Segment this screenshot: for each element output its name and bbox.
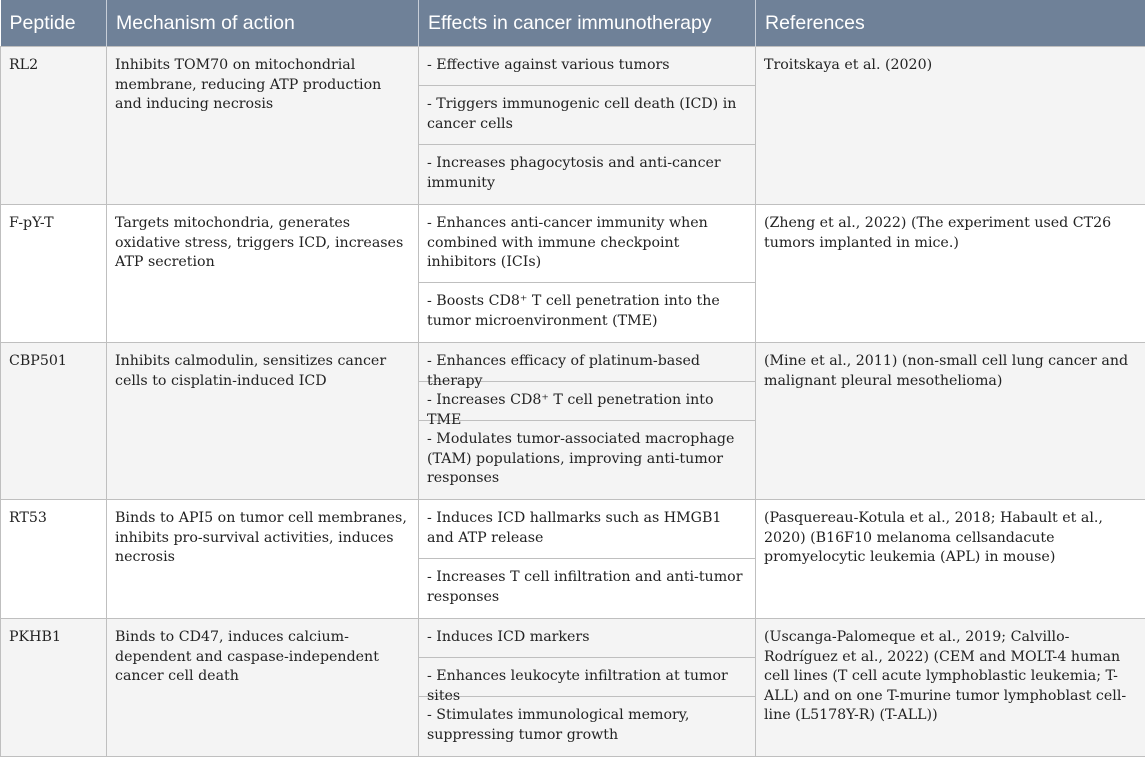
- mechanism-cell: Binds to API5 on tumor cell membranes, inhibits pro-survival activities, induces necrosis: [107, 500, 419, 619]
- peptide-cell: RT53: [1, 500, 107, 619]
- effect-item: - Increases T cell infiltration and anti-tumor responses: [419, 559, 755, 618]
- table-row: [1, 205, 1145, 343]
- effect-item: - Boosts CD8⁺ T cell penetration into the tumor microenvironment (TME): [419, 283, 755, 342]
- effects-cell: [419, 500, 756, 619]
- references-cell: (Zheng et al., 2022) (The experiment used CT26 tumors implanted in mice.): [756, 205, 1145, 343]
- references-cell: Troitskaya et al. (2020): [756, 47, 1145, 205]
- effect-item: - Enhances leukocyte infiltration at tumor sites: [419, 658, 755, 697]
- table-row: [1, 343, 1145, 500]
- effect-item: - Increases phagocytosis and anti-cancer immunity: [419, 145, 755, 204]
- table-row: [1, 47, 1145, 205]
- references-cell: (Pasquereau-Kotula et al., 2018; Habault et al., 2020) (B16F10 melanoma cellsandacute promyelocytic leukemia (APL) in mouse): [756, 500, 1145, 619]
- mechanism-cell: Targets mitochondria, generates oxidative stress, triggers ICD, increases ATP secretion: [107, 205, 419, 343]
- header-effects: Effects in cancer immunotherapy: [419, 0, 756, 47]
- references-cell: (Mine et al., 2011) (non-small cell lung cancer and malignant pleural mesothelioma): [756, 343, 1145, 500]
- effects-cell: [419, 343, 756, 500]
- table-row: [1, 500, 1145, 619]
- effect-item: - Induces ICD hallmarks such as HMGB1 and ATP release: [419, 500, 755, 559]
- references-cell: (Uscanga-Palomeque et al., 2019; Calvillo-Rodríguez et al., 2022) (CEM and MOLT-4 human cell lines (T cell acute lymphoblastic leukemia; T-ALL) and on one T-murine tumor lymphoblast cell-line (L5178Y-R) (T-ALL)): [756, 619, 1145, 757]
- effects-cell: [419, 619, 756, 757]
- effect-item: - Triggers immunogenic cell death (ICD) in cancer cells: [419, 86, 755, 145]
- peptide-cell: PKHB1: [1, 619, 107, 757]
- mechanism-cell: Inhibits TOM70 on mitochondrial membrane, reducing ATP production and inducing necrosis: [107, 47, 419, 205]
- mechanism-cell: Inhibits calmodulin, sensitizes cancer cells to cisplatin-induced ICD: [107, 343, 419, 500]
- peptide-cell: RL2: [1, 47, 107, 205]
- effect-item: - Enhances anti-cancer immunity when combined with immune checkpoint inhibitors (ICIs): [419, 205, 755, 283]
- mechanism-cell: Binds to CD47, induces calcium-dependent and caspase-independent cancer cell death: [107, 619, 419, 757]
- effect-item: - Induces ICD markers: [419, 619, 755, 658]
- header-row: [1, 0, 1145, 47]
- effects-cell: [419, 47, 756, 205]
- effects-cell: [419, 205, 756, 343]
- table-row: [1, 619, 1145, 757]
- effect-item: - Enhances efficacy of platinum-based therapy: [419, 343, 755, 382]
- header-mechanism: Mechanism of action: [107, 0, 419, 47]
- peptide-cell: CBP501: [1, 343, 107, 500]
- effect-item: - Modulates tumor-associated macrophage (TAM) populations, improving anti-tumor responses: [419, 421, 755, 499]
- header-peptide: Peptide: [1, 0, 107, 47]
- effect-item: - Increases CD8⁺ T cell penetration into TME: [419, 382, 755, 421]
- effect-item: - Stimulates immunological memory, suppressing tumor growth: [419, 697, 755, 756]
- peptide-cell: F-pY-T: [1, 205, 107, 343]
- effect-item: - Effective against various tumors: [419, 47, 755, 86]
- header-references: References: [756, 0, 1145, 47]
